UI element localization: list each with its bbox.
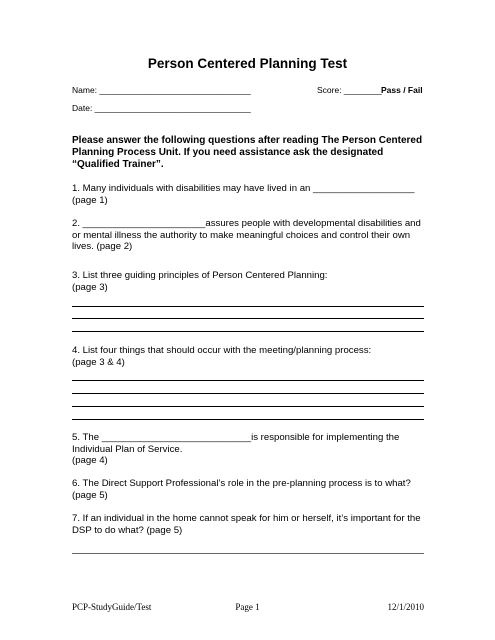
page-title: Person Centered Planning Test	[147, 56, 348, 71]
question-4: 4. List four things that should occur with the meeting/planning process: (page 3 & 4)	[72, 345, 372, 368]
answer-line	[72, 331, 424, 332]
answer-line	[72, 406, 424, 407]
instructions: Please answer the following questions after reading The Person Centered Planning Process Unit. If you need assistance ask the designated “Qualified Trainer”.	[72, 135, 423, 170]
footer-date: 12/1/2010	[387, 602, 424, 612]
answer-line	[72, 318, 424, 319]
date-field: Date: _________________________________	[72, 103, 251, 113]
question-6: 6. The Direct Support Professional’s role in the pre-planning process is to what? (page 5)	[72, 478, 411, 501]
question-7: 7. If an individual in the home cannot speak for him or herself, it’s important for the DSP to do what? (page 5)	[72, 513, 421, 536]
answer-line	[72, 553, 424, 554]
question-5: 5. The ____________________________is responsible for implementing the Individual Plan of Service. (page 4)	[72, 432, 400, 467]
footer-page-number: Page 1	[235, 602, 260, 612]
score-field: Score: ________	[317, 85, 382, 95]
answer-line	[72, 419, 424, 420]
pass-fail-label: Pass / Fail	[381, 85, 423, 95]
name-field: Name: ________________________________	[72, 85, 251, 95]
answer-line	[72, 306, 424, 307]
question-3: 3. List three guiding principles of Person Centered Planning: (page 3)	[72, 270, 328, 293]
footer-doc-id: PCP-StudyGuide/Test	[72, 602, 152, 612]
answer-line	[72, 393, 424, 394]
question-2: 2. _______________________assures people with developmental disabilities and or mental illness the authority to make meaningful choices and control their own lives. (page 2)	[72, 218, 421, 253]
question-1: 1. Many individuals with disabilities may have lived in an ___________________ (page 1)	[72, 183, 415, 206]
answer-line	[72, 380, 424, 381]
